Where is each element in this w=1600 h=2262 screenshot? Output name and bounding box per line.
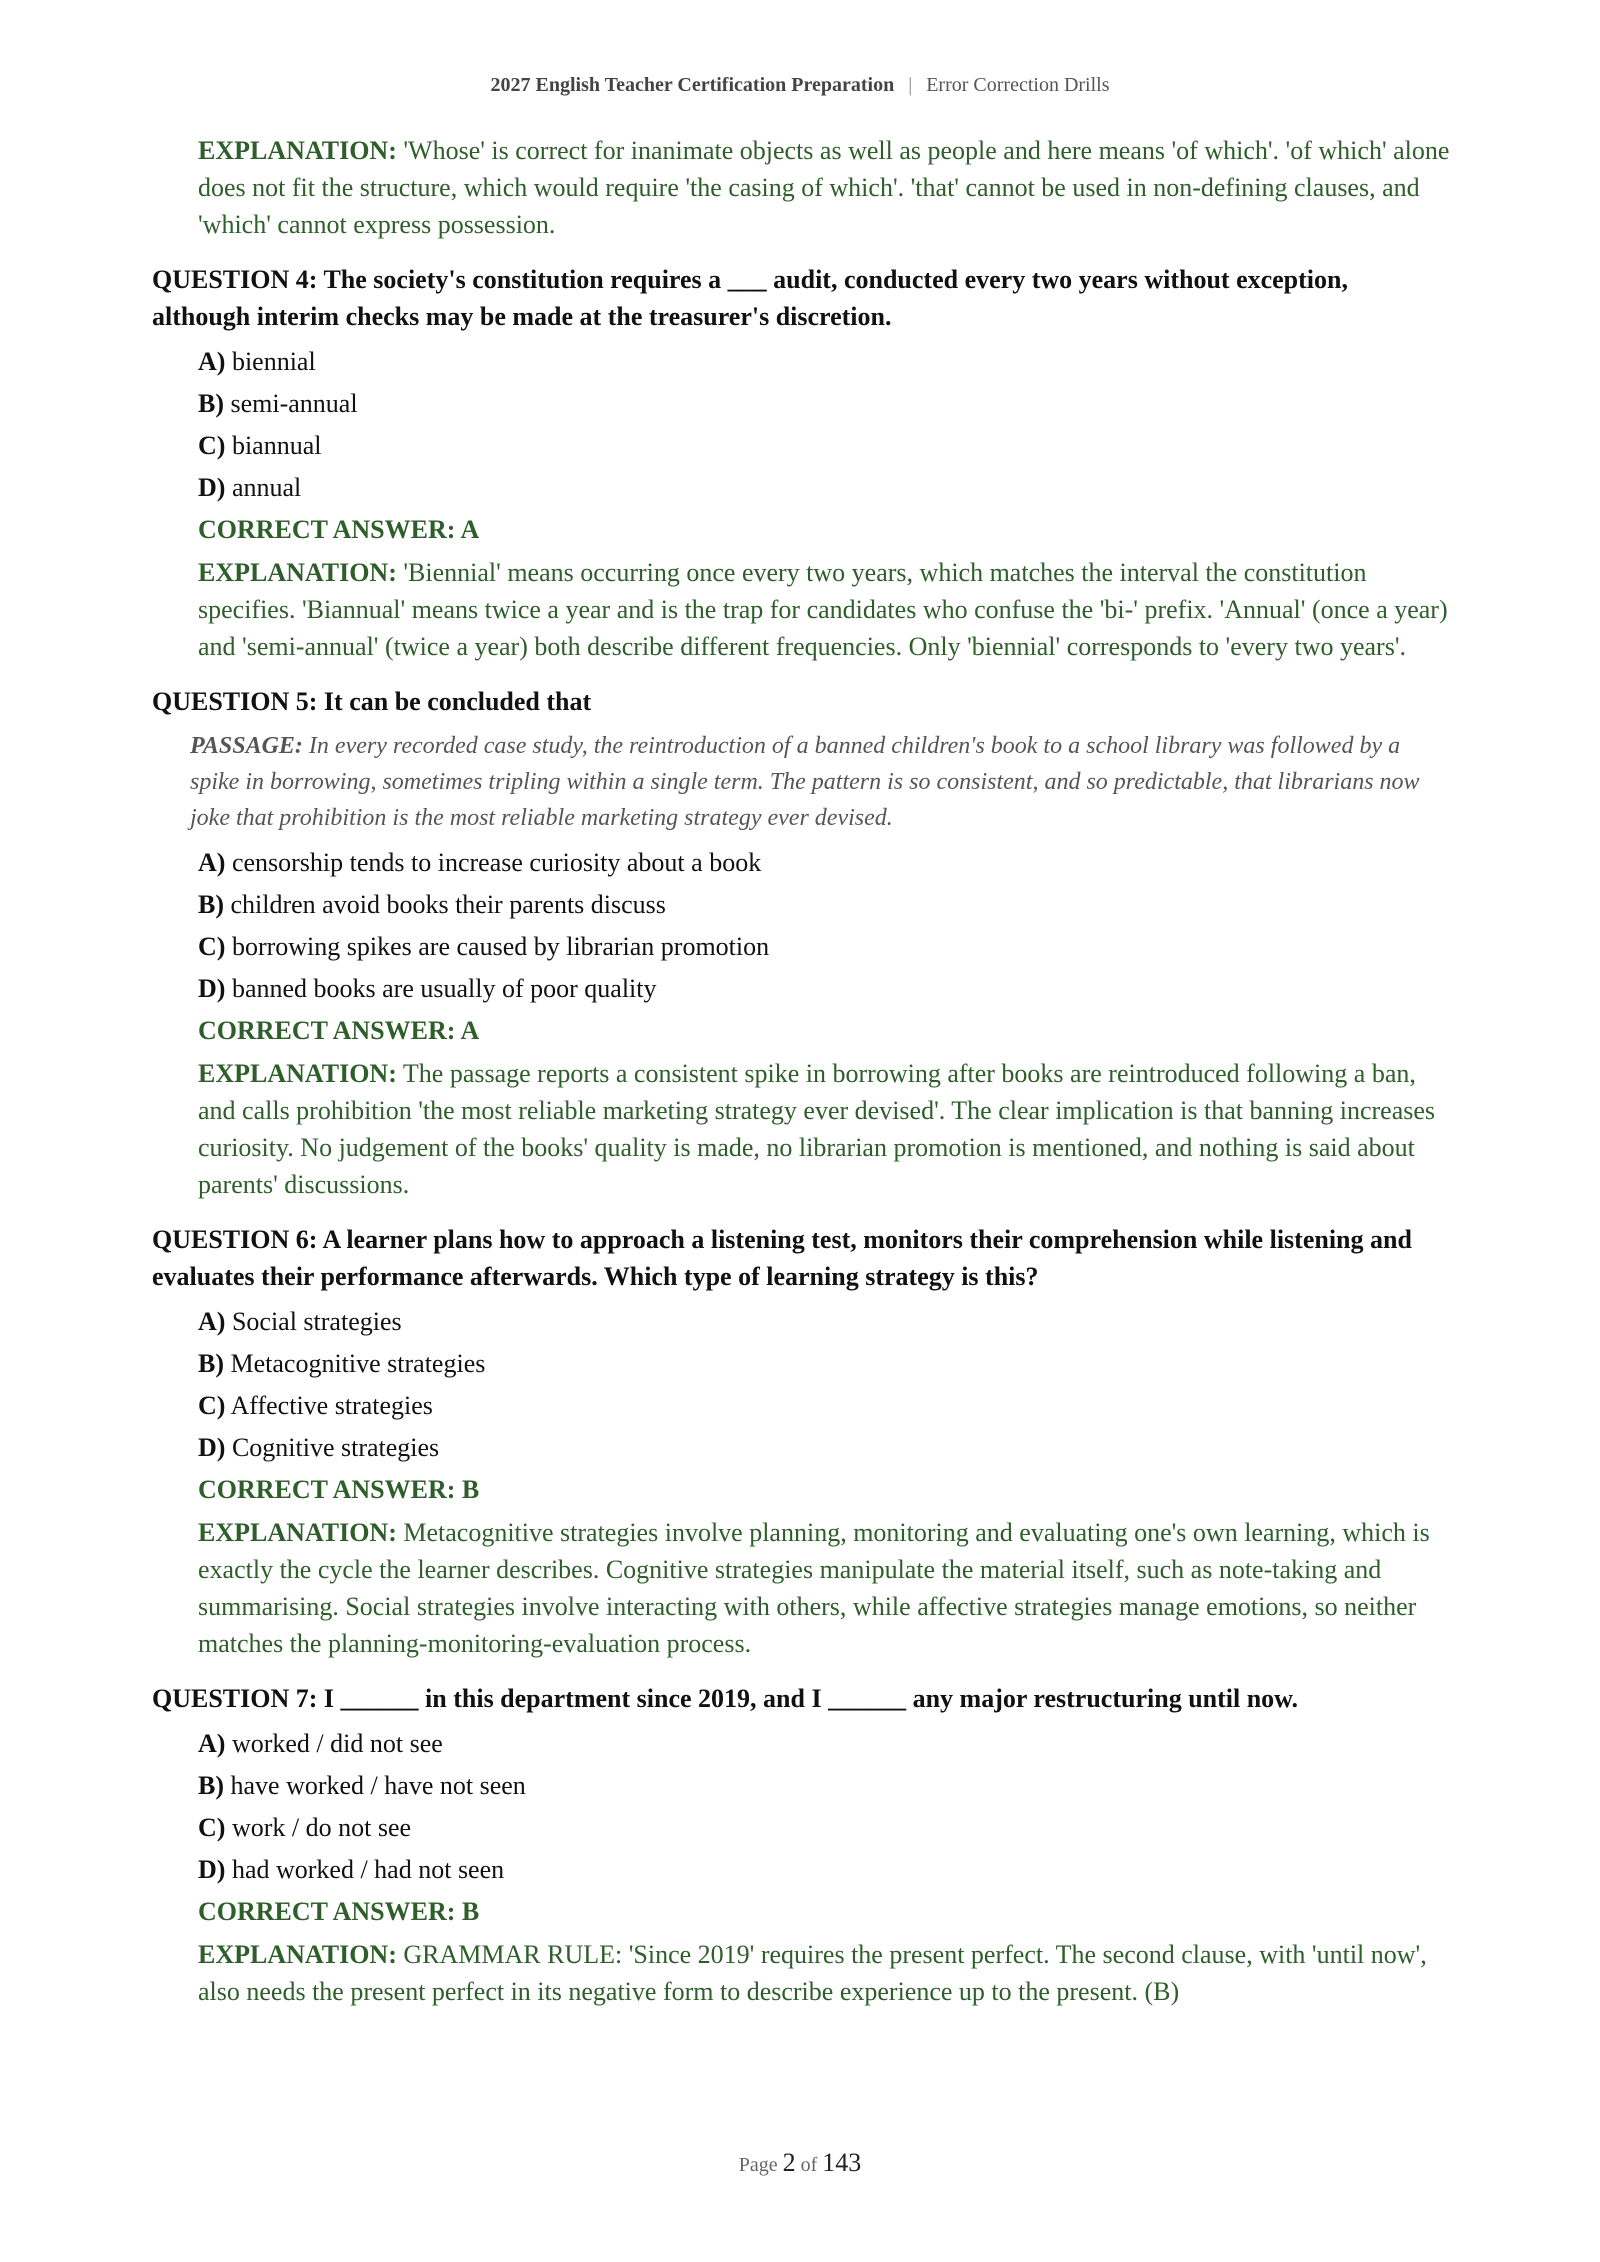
option-a — [198, 343, 1452, 380]
option-text: censorship tends to increase curiosity about a book — [231, 848, 762, 877]
question-block-4 — [152, 261, 1452, 665]
option-letter: A) — [198, 1307, 226, 1336]
explanation-label: EXPLANATION: — [198, 1940, 397, 1969]
option-letter: D) — [198, 1855, 226, 1884]
explanation-text: GRAMMAR RULE: 'Since 2019' requires the present perfect. The second clause, with 'until now', also needs the present perfect in its negative form to describe experience up to the present. (B) — [198, 1940, 1427, 2006]
header-subtitle: Error Correction Drills — [926, 74, 1110, 96]
question-block-6 — [152, 1221, 1452, 1662]
option-d — [198, 1851, 1452, 1888]
passage — [190, 728, 1452, 836]
option-d — [198, 1429, 1452, 1466]
option-letter: C) — [198, 431, 226, 460]
option-b — [198, 1767, 1452, 1804]
option-letter: D) — [198, 1433, 226, 1462]
option-text: banned books are usually of poor quality — [231, 974, 657, 1003]
option-letter: D) — [198, 473, 226, 502]
explanation — [198, 554, 1452, 665]
option-text: Affective strategies — [230, 1391, 433, 1420]
question-block-5 — [152, 683, 1452, 1203]
explanation — [198, 1936, 1452, 2010]
page-content — [152, 132, 1452, 2028]
option-text: borrowing spikes are caused by librarian promotion — [231, 932, 770, 961]
correct-answer: CORRECT ANSWER: A — [198, 1016, 480, 1045]
question-prompt: QUESTION 6: A learner plans how to approach a listening test, monitors their comprehension while listening and evaluates their performance afterwards. Which type of learning strategy is this? — [152, 1225, 1412, 1291]
page-footer — [0, 2148, 1600, 2178]
option-d — [198, 970, 1452, 1007]
option-letter: B) — [198, 890, 224, 919]
option-c — [198, 1387, 1452, 1424]
explanation-label: EXPLANATION: — [198, 1518, 397, 1547]
of-word: of — [800, 2154, 818, 2176]
question-prompt: QUESTION 5: It can be concluded that — [152, 687, 592, 716]
option-text: worked / did not see — [231, 1729, 443, 1758]
option-a — [198, 1303, 1452, 1340]
option-b — [198, 886, 1452, 923]
option-text: had worked / had not seen — [231, 1855, 505, 1884]
option-a — [198, 1725, 1452, 1762]
carryover-explanation — [198, 132, 1452, 243]
page-number: 2 — [782, 2148, 796, 2177]
option-d — [198, 469, 1452, 506]
option-a — [198, 844, 1452, 881]
option-text: Metacognitive strategies — [230, 1349, 486, 1378]
option-letter: D) — [198, 974, 226, 1003]
question-prompt: QUESTION 4: The society's constitution requires a ___ audit, conducted every two years without exception, although interim checks may be made at the treasurer's discretion. — [152, 265, 1348, 331]
option-text: annual — [231, 473, 302, 502]
option-letter: C) — [198, 1813, 226, 1842]
explanation-text: 'Whose' is correct for inanimate objects as well as people and here means 'of which'. 'of which' alone does not fit the structure, which would require 'the casing of which'. 'that' cannot be used in non-defining clauses, and 'which' cannot express possession. — [198, 136, 1450, 239]
total-pages: 143 — [822, 2148, 862, 2177]
option-c — [198, 427, 1452, 464]
question-prompt: QUESTION 7: I ______ in this department since 2019, and I ______ any major restructuring until now. — [152, 1684, 1299, 1713]
passage-label: PASSAGE: — [190, 733, 303, 759]
option-letter: B) — [198, 1771, 224, 1800]
question-block-7 — [152, 1680, 1452, 2010]
correct-answer: CORRECT ANSWER: A — [198, 515, 480, 544]
option-text: biannual — [231, 431, 322, 460]
page-word: Page — [738, 2154, 778, 2176]
option-letter: A) — [198, 848, 226, 877]
option-letter: B) — [198, 389, 224, 418]
explanation — [198, 1514, 1452, 1662]
explanation-label: EXPLANATION: — [198, 136, 397, 165]
option-c — [198, 1809, 1452, 1846]
page-header — [0, 74, 1600, 97]
option-text: Cognitive strategies — [231, 1433, 440, 1462]
explanation-text: Metacognitive strategies involve planning, monitoring and evaluating one's own learning, which is exactly the cycle the learner describes. Cognitive strategies manipulate the material itself, such as note-taking and summarising. Social strategies involve interacting with others, while affective strategies manage emotions, so neither matches the planning-monitoring-evaluation process. — [198, 1518, 1430, 1658]
option-letter: B) — [198, 1349, 224, 1378]
option-c — [198, 928, 1452, 965]
option-letter: A) — [198, 1729, 226, 1758]
option-text: have worked / have not seen — [230, 1771, 526, 1800]
option-b — [198, 1345, 1452, 1382]
explanation-text: 'Biennial' means occurring once every two years, which matches the interval the constitution specifies. 'Biannual' means twice a year and is the trap for candidates who confuse the 'bi-' prefix. 'Annual' (once a year) and 'semi-annual' (twice a year) both describe different frequencies. Only 'biennial' corresponds to 'every two years'. — [198, 558, 1448, 661]
option-text: Social strategies — [231, 1307, 402, 1336]
option-letter: C) — [198, 1391, 226, 1420]
option-text: children avoid books their parents discuss — [230, 890, 666, 919]
option-letter: A) — [198, 347, 226, 376]
passage-text: In every recorded case study, the reintroduction of a banned children's book to a school library was followed by a spike in borrowing, sometimes tripling within a single term. The pattern is so consistent, and so predictable, that librarians now joke that prohibition is the most reliable marketing strategy ever devised. — [190, 733, 1420, 831]
correct-answer: CORRECT ANSWER: B — [198, 1897, 480, 1926]
explanation — [198, 1055, 1452, 1203]
correct-answer: CORRECT ANSWER: B — [198, 1475, 480, 1504]
explanation-text: The passage reports a consistent spike in borrowing after books are reintroduced following a ban, and calls prohibition 'the most reliable marketing strategy ever devised'. The clear implication is that banning increases curiosity. No judgement of the books' quality is made, no librarian promotion is mentioned, and nothing is said about parents' discussions. — [198, 1059, 1436, 1199]
option-text: biennial — [231, 347, 316, 376]
header-title: 2027 English Teacher Certification Preparation — [490, 74, 895, 96]
option-b — [198, 385, 1452, 422]
option-letter: C) — [198, 932, 226, 961]
header-separator: | — [908, 74, 913, 96]
option-text: work / do not see — [231, 1813, 412, 1842]
explanation-label: EXPLANATION: — [198, 558, 397, 587]
option-text: semi-annual — [230, 389, 358, 418]
explanation-label: EXPLANATION: — [198, 1059, 397, 1088]
